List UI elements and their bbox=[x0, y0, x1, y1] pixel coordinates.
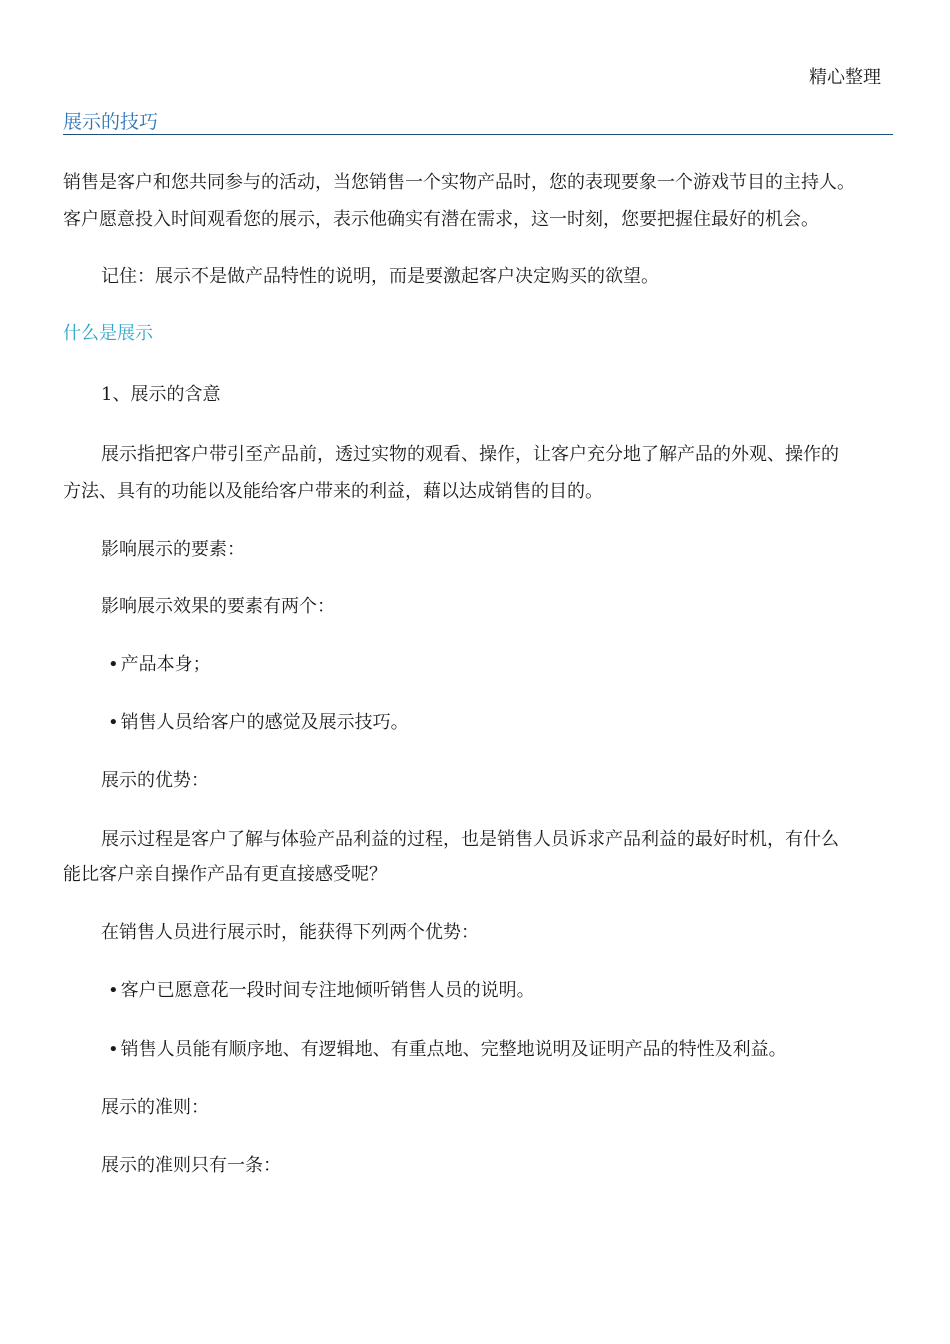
document-title: 展示的技巧 bbox=[63, 111, 159, 133]
section-heading: 什么是展示 bbox=[63, 323, 153, 344]
list-item bbox=[108, 1038, 787, 1062]
bullet-icon: • bbox=[108, 1039, 119, 1060]
meaning-line-1: 展示指把客户带引至产品前，透过实物的观看、操作，让客户充分地了解产品的外观、操作的 bbox=[101, 444, 839, 465]
factors-intro: 影响展示效果的要素有两个： bbox=[101, 596, 335, 617]
list-item-text: 销售人员能有顺序地、有逻辑地、有重点地、完整地说明及证明产品的特性及利益。 bbox=[120, 1039, 787, 1060]
intro-line-2: 客户愿意投入时间观看您的展示，表示他确实有潜在需求，这一时刻，您要把握住最好的机会。 bbox=[63, 209, 819, 230]
factors-heading: 影响展示的要素： bbox=[101, 539, 245, 560]
list-item-text: 客户已愿意花一段时间专注地倾听销售人员的说明。 bbox=[120, 980, 535, 1001]
advantages-intro: 在销售人员进行展示时，能获得下列两个优势： bbox=[101, 922, 479, 943]
intro-line-1: 销售是客户和您共同参与的活动，当您销售一个实物产品时，您的表现要象一个游戏节目的主持人。 bbox=[63, 172, 855, 193]
meaning-line-2: 方法、具有的功能以及能给客户带来的利益，藉以达成销售的目的。 bbox=[63, 481, 603, 502]
list-item-text: 销售人员给客户的感觉及展示技巧。 bbox=[120, 712, 409, 733]
advantages-line-1: 展示过程是客户了解与体验产品利益的过程，也是销售人员诉求产品利益的最好时机，有什么 bbox=[101, 829, 839, 850]
bullet-icon: • bbox=[108, 712, 119, 733]
list-item-text: 产品本身； bbox=[120, 654, 211, 675]
remember-line: 记住：展示不是做产品特性的说明，而是要激起客户决定购买的欲望。 bbox=[101, 266, 659, 287]
bullet-icon: • bbox=[108, 980, 119, 1001]
list-item bbox=[108, 653, 211, 677]
meaning-heading: 1、展示的含意 bbox=[101, 384, 221, 405]
header-note: 精心整理 bbox=[809, 67, 881, 88]
advantages-line-2: 能比客户亲自操作产品有更直接感受呢？ bbox=[63, 864, 387, 885]
title-rule bbox=[63, 110, 893, 135]
bullet-icon: • bbox=[108, 654, 119, 675]
advantages-heading: 展示的优势： bbox=[101, 770, 209, 791]
principle-heading: 展示的准则： bbox=[101, 1097, 209, 1118]
list-item bbox=[108, 979, 535, 1003]
list-item bbox=[108, 711, 409, 735]
principle-intro: 展示的准则只有一条： bbox=[101, 1155, 281, 1176]
